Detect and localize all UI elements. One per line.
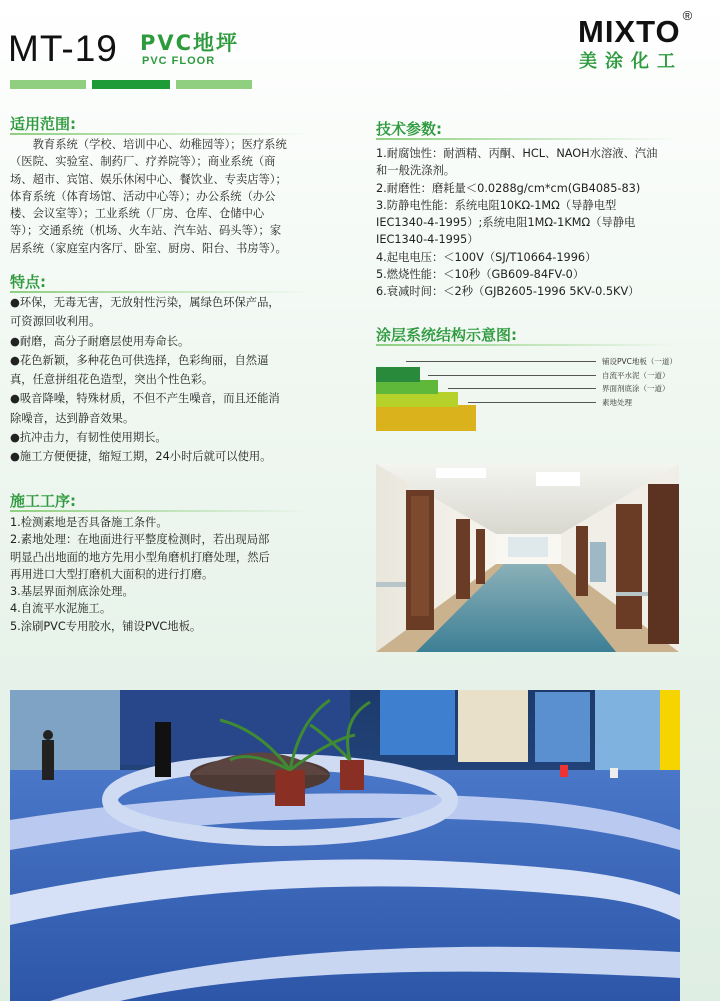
process-heading: 施工工序: <box>10 492 76 510</box>
leader-line <box>468 402 596 403</box>
spec-line: IEC1340-4-1995） <box>376 233 479 247</box>
spec-line: 5.燃烧性能：＜10秒（GB609-84FV-0） <box>376 268 585 282</box>
leader-line <box>428 375 596 376</box>
header-bar-middle <box>92 80 170 89</box>
scope-line: 教育系统（学校、培训中心、幼稚园等）；医疗系统 <box>32 138 287 151</box>
process-line: 5.涂刷PVC专用胶水，铺设PVC地板。 <box>10 619 202 633</box>
scope-line: 居系统（家庭室内客厅、卧室、厨房、阳台、书房等）。 <box>10 241 287 255</box>
process-line: 2.素地处理：在地面进行平整度检测时，若出现局部 <box>10 533 270 547</box>
spec-line: 3.防静电性能：系统电阻10KΩ-1MΩ（导静电型 <box>376 198 617 212</box>
scope-heading: 适用范围: <box>10 115 76 133</box>
brand-logo <box>578 8 694 50</box>
scope-line: 楼、会议室等）；工业系统（厂房、仓库、仓储中心 <box>10 207 265 221</box>
process-list <box>10 514 310 635</box>
layer-label-primer: 界面剂底涂（一道） <box>602 384 670 393</box>
scope-line: 体育系统（体育场馆、活动中心等）；办公系统（办公 <box>10 189 276 203</box>
model-code: MT-19 <box>8 28 118 69</box>
scope-line: 场、超市、宾馆、娱乐休闲中心、餐饮业、专卖店等）； <box>10 172 287 186</box>
product-title-cn: PVC地坪 <box>140 31 240 55</box>
spec-line: 4.起电电压：＜100V（SJ/T10664-1996） <box>376 250 597 264</box>
process-line: 4.自流平水泥施工。 <box>10 602 112 616</box>
substrate-layer <box>376 405 476 431</box>
brand-name: MIXTO <box>578 14 681 49</box>
spec-line: 2.耐磨性：磨耗量＜0.0288g/cm*cm(GB4085-83) <box>376 181 641 195</box>
layer-label-self-level: 自流平水泥（一道） <box>602 371 670 380</box>
spec-line: 和一般洗涤剂。 <box>376 164 456 178</box>
pvc-layer <box>376 367 420 382</box>
leader-line <box>448 388 596 389</box>
specs-heading: 技术参数: <box>376 120 442 138</box>
feature-line: ●耐磨，高分子耐磨层使用寿命长。 <box>10 334 190 348</box>
scope-text <box>10 136 310 257</box>
feature-line: 除噪音，达到静音效果。 <box>10 411 135 425</box>
leader-line <box>406 361 596 362</box>
registered-mark: ® <box>682 8 694 23</box>
header-bar-left <box>10 80 86 89</box>
spec-line: 6.衰减时间：＜2秒（GJB2605-1996 5KV-0.5KV） <box>376 285 640 299</box>
feature-line: ●环保，无毒无害，无放射性污染，属绿色环保产品， <box>10 296 280 309</box>
product-title-en: PVC FLOOR <box>142 55 216 67</box>
feature-line: ●施工方便便捷，缩短工期，24小时后就可以使用。 <box>10 450 272 464</box>
layer-label-pvc: 铺设PVC地板（一道） <box>602 357 677 366</box>
scope-line: （医院、实验室、制药厂、疗养院等）；商业系统（商 <box>10 155 276 169</box>
feature-line: 真，任意拼组花色造型，突出个性色彩。 <box>10 373 214 387</box>
feature-line: ●花色新颖，多种花色可供选择，色彩绚丽，自然逼 <box>10 353 269 367</box>
spec-line: 1.耐腐蚀性：耐酒精、丙酮、HCL、NAOH水溶液、汽油 <box>376 147 658 160</box>
feature-line: ●抗冲击力，有韧性使用期长。 <box>10 431 167 445</box>
features-heading: 特点: <box>10 273 46 291</box>
self-level-layer <box>376 380 438 394</box>
primer-layer <box>376 392 458 407</box>
diagram-heading: 涂层系统结构示意图: <box>376 326 517 344</box>
scope-underline <box>10 133 310 135</box>
corridor-photo <box>376 464 679 652</box>
header-bar-right <box>176 80 252 89</box>
process-underline <box>10 510 310 512</box>
specs-underline <box>376 138 680 140</box>
lobby-photo <box>10 690 680 1001</box>
diagram-underline <box>376 344 680 346</box>
process-line: 3.基层界面剂底涂处理。 <box>10 585 134 599</box>
feature-line: ●吸音降噪，特殊材质，不但不产生噪音，而且还能消 <box>10 392 280 406</box>
layer-label-substrate: 素地处理 <box>602 398 632 407</box>
spec-line: IEC1340-4-1995）;系统电阻1MΩ-1KMΩ（导静电 <box>376 216 636 230</box>
specs-list <box>376 145 696 301</box>
feature-line: 可资源回收利用。 <box>10 315 101 329</box>
coating-structure-diagram <box>376 350 680 440</box>
process-line: 1.检测素地是否具备施工条件。 <box>10 516 168 529</box>
scope-line: 等）；交通系统（机场、火车站、汽车站、码头等）；家 <box>10 224 282 238</box>
process-line: 明显凸出地面的地方先用小型角磨机打磨处理，然后 <box>10 550 270 564</box>
process-line: 再用进口大型打磨机大面积的进行打磨。 <box>10 567 214 581</box>
features-list <box>10 293 310 467</box>
brand-subtitle: 美涂化工 <box>579 51 683 72</box>
